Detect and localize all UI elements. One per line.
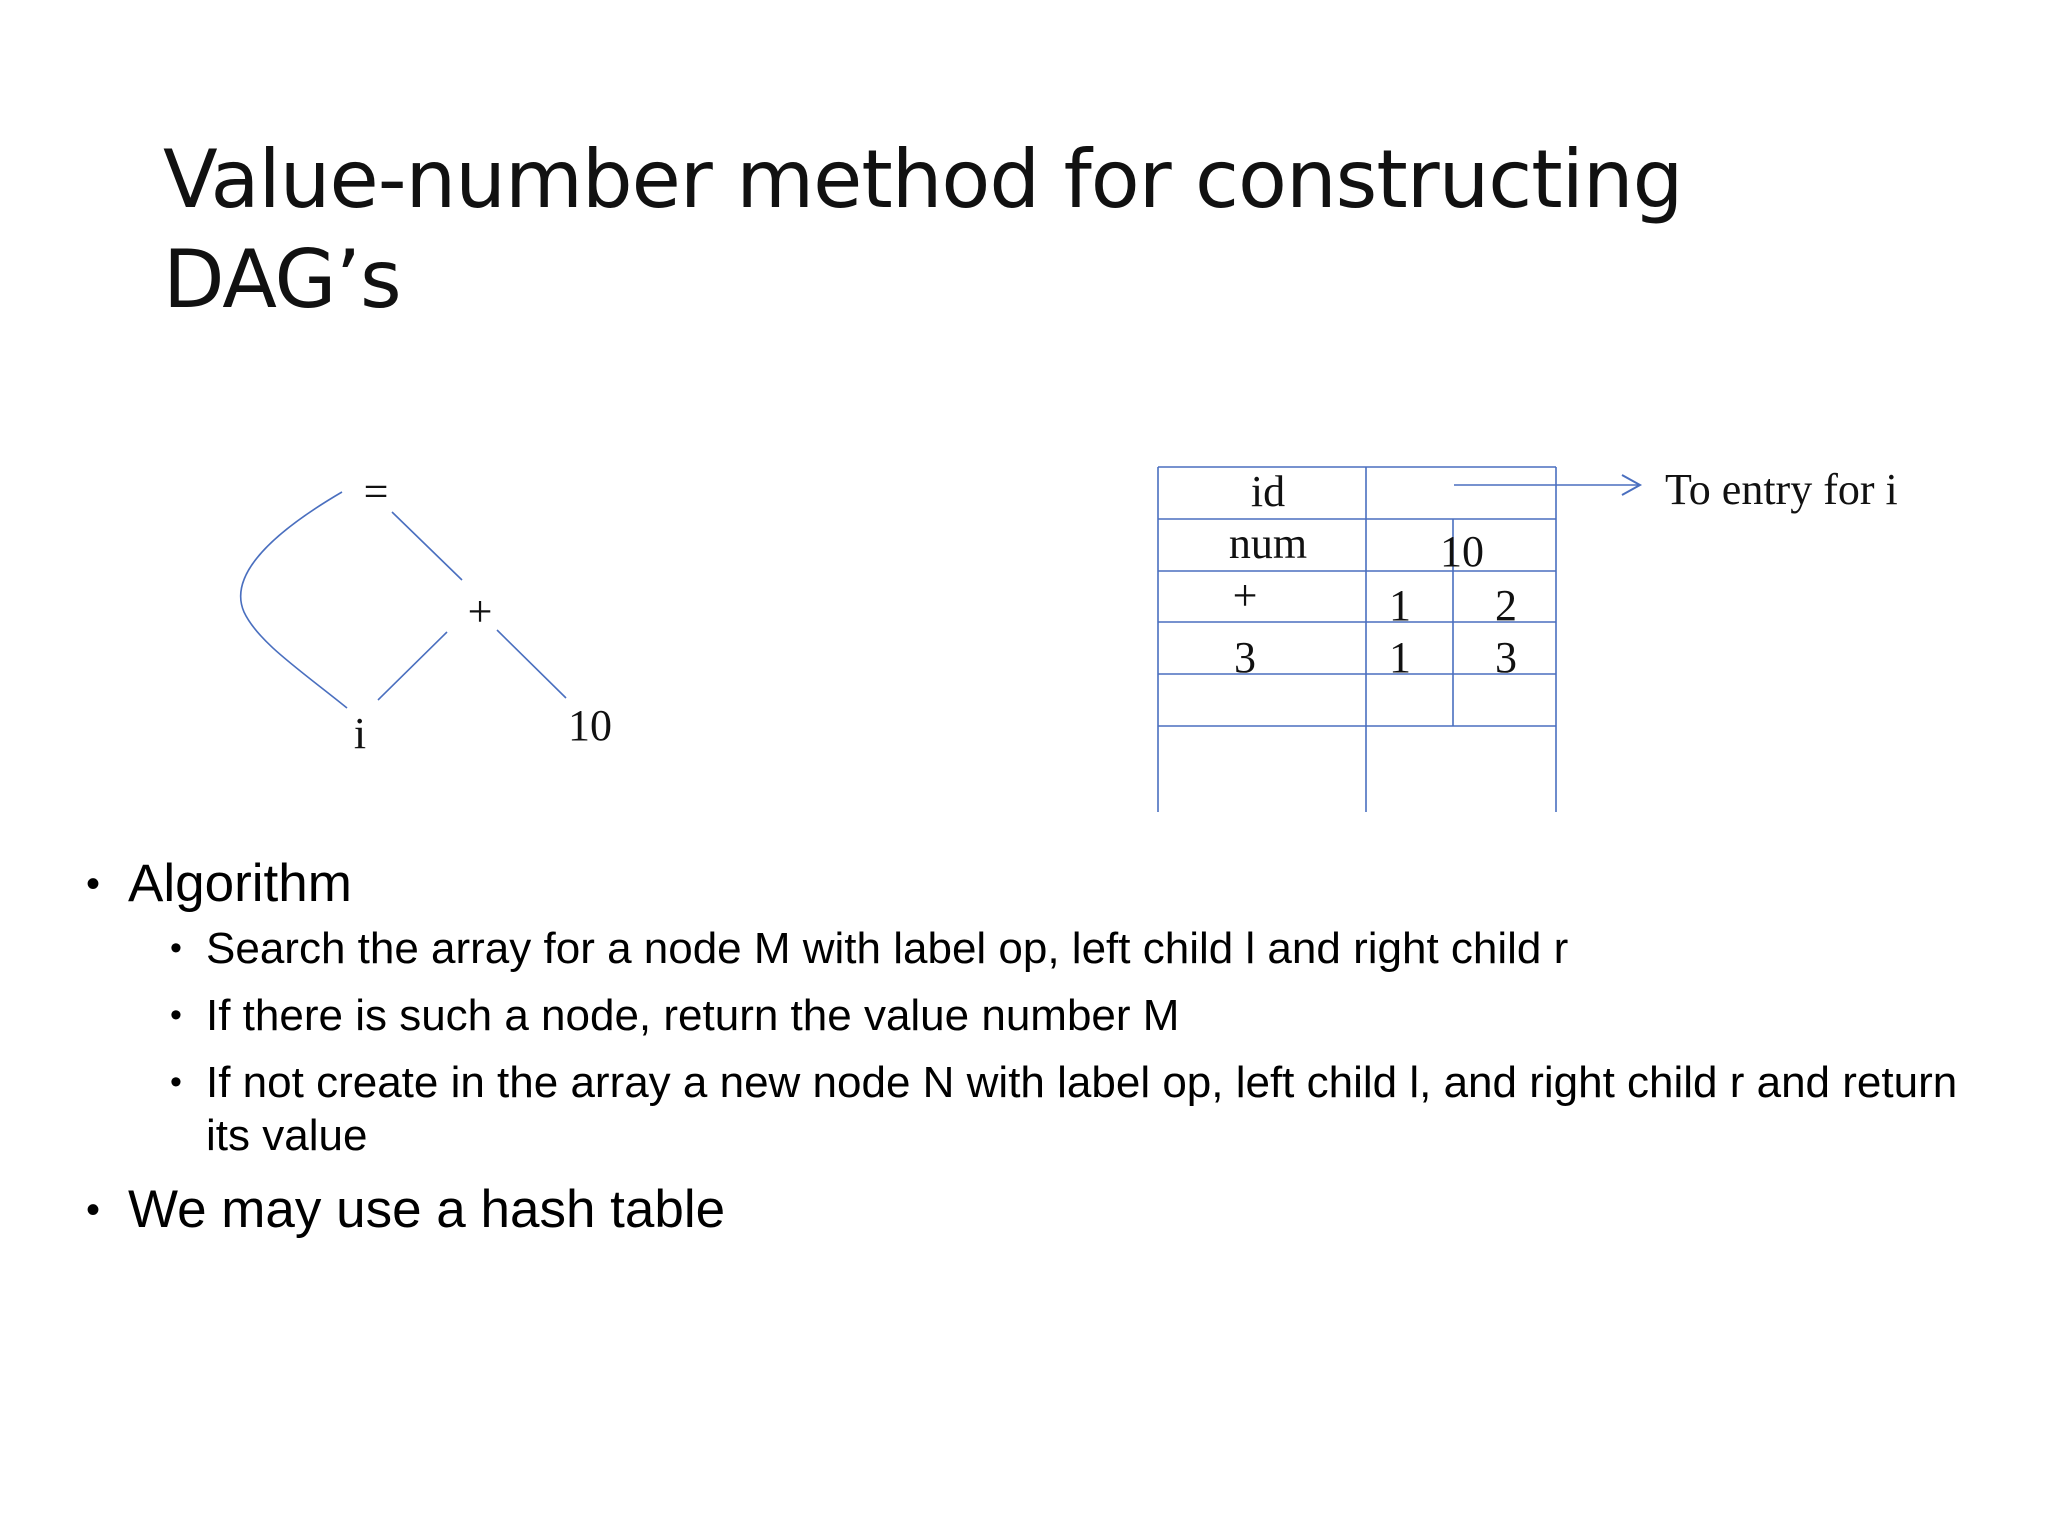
edge-eq-to-plus <box>392 512 462 580</box>
sub-bullet-return <box>170 989 1986 1042</box>
table-cell-plus: + <box>1232 571 1258 620</box>
sub-bullet-search-text: Search the array for a node M with label op, left child l and right child r <box>206 924 1569 973</box>
table-cell-plus-right: 2 <box>1495 581 1517 630</box>
pointer-label: To entry for i <box>1665 465 1898 514</box>
bullet-algorithm-text: Algorithm <box>128 854 352 913</box>
dag-node-i: i <box>353 709 367 758</box>
title-line-1: Value-number method for constructing <box>163 133 1683 226</box>
dag-node-plus: + <box>467 587 493 636</box>
table-cell-three: 3 <box>1234 633 1256 682</box>
table-cell-plus-left: 1 <box>1389 581 1411 630</box>
dag-node-eq: = <box>363 467 389 516</box>
table-cell-three-right: 3 <box>1495 633 1517 682</box>
sub-bullet-dot: • <box>170 1063 182 1101</box>
dag-node-10: 10 <box>568 701 612 750</box>
table-cell-num-value: 10 <box>1440 527 1484 576</box>
table-cell-three-left: 1 <box>1389 633 1411 682</box>
sub-bullet-return-text: If there is such a node, return the value number M <box>206 991 1180 1040</box>
bullet-hash-table-text: We may use a hash table <box>128 1180 726 1239</box>
sub-bullet-dot: • <box>170 929 182 967</box>
bullet-dot: • <box>86 1188 101 1232</box>
sub-bullet-create <box>170 1056 1986 1162</box>
bullet-list <box>86 852 1986 1242</box>
edge-eq-to-i <box>241 492 347 708</box>
bullet-hash-table <box>86 1178 1986 1242</box>
table-cell-id: id <box>1250 467 1286 516</box>
title-line-2: DAG’s <box>163 233 401 326</box>
bullet-algorithm <box>86 852 1986 916</box>
sub-bullet-dot: • <box>170 996 182 1034</box>
table-cell-num: num <box>1228 519 1308 568</box>
edge-plus-to-i <box>378 632 447 700</box>
bullet-dot: • <box>86 862 101 906</box>
sub-bullet-search <box>170 922 1986 975</box>
edge-plus-to-10 <box>497 630 566 698</box>
sub-bullet-create-text: If not create in the array a new node N with label op, left child l, and right child r and return its value <box>206 1058 1958 1160</box>
